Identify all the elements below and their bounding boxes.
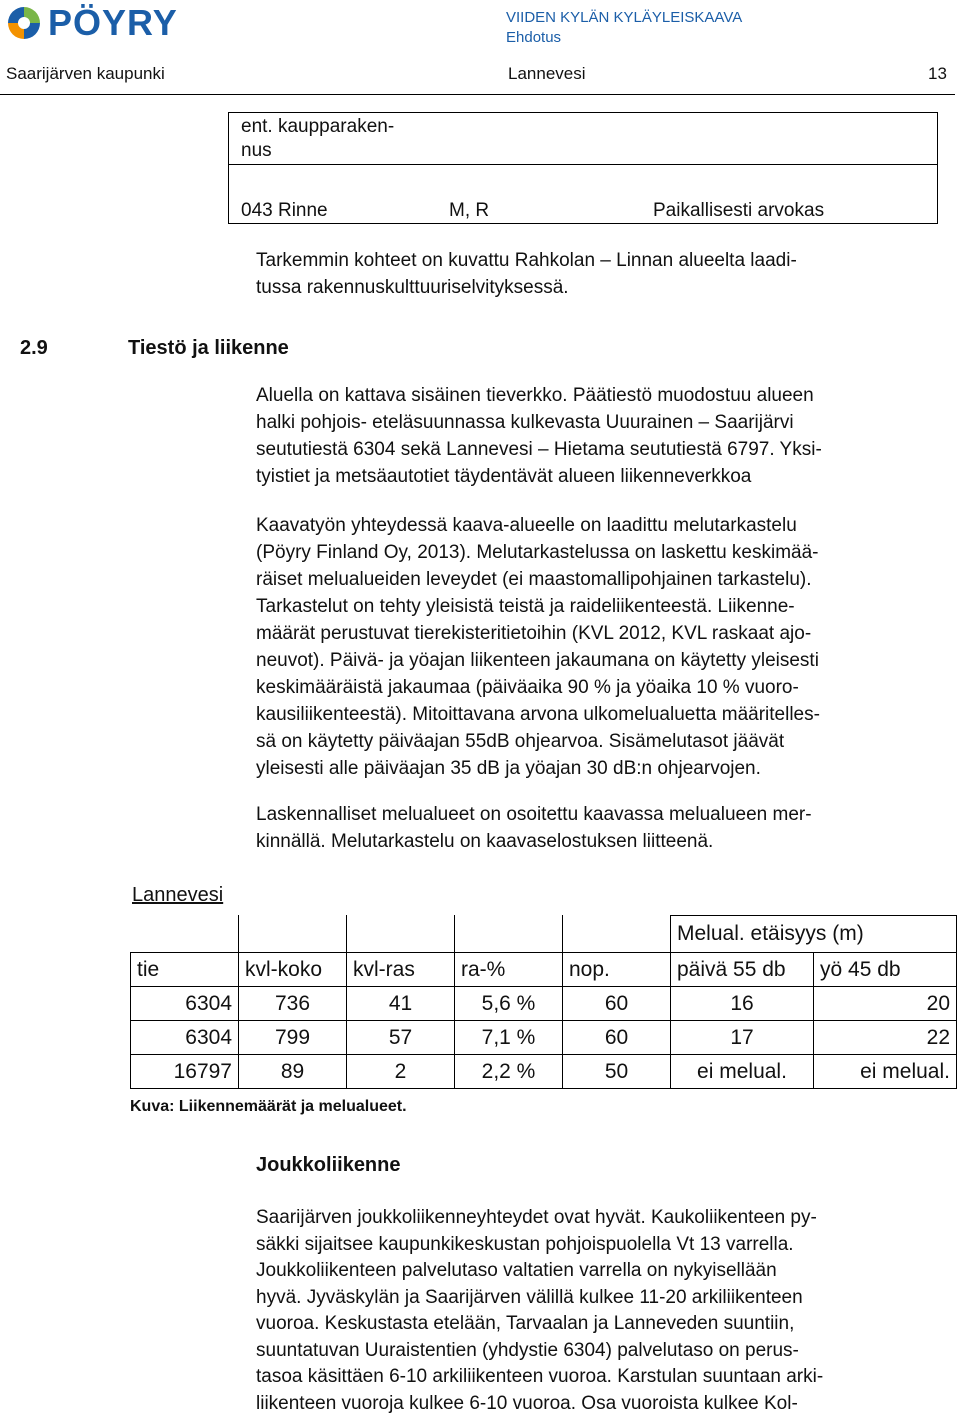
table-cell: 60 [563, 1021, 671, 1055]
document-header-info [506, 8, 742, 48]
client-name: Saarijärven kaupunki [6, 64, 165, 83]
figure-caption: Kuva: Liikennemäärät ja melualueet. [130, 1098, 407, 1115]
table-header-cell: kvl-koko [239, 953, 347, 987]
table-header-cell: tie [131, 953, 239, 987]
text-line: Saarijärven joukkoliikenneyhteydet ovat hyvät. Kaukoliikenteen py- [256, 1207, 817, 1228]
text-line: suuntatuvan Uuraistentien (yhdystie 6304) palvelutaso on perus- [256, 1339, 799, 1361]
text-line: Kaavatyön yhteydessä kaava-alueelle on laadittu melutarkastelu [256, 515, 797, 536]
table-cell [455, 916, 563, 953]
table-cell: 17 [671, 1021, 814, 1055]
table-row [131, 1055, 957, 1089]
logo-wordmark: PÖYRY [48, 2, 178, 43]
table-cell [347, 916, 455, 953]
table-header-cell: kvl-ras [347, 953, 455, 987]
text-line: yleisesti alle päiväajan 35 dB ja yöajan 30 dB:n ohjearvojen. [256, 758, 761, 779]
noise-table-title: Lannevesi [132, 884, 224, 906]
intro-paragraph [256, 247, 944, 301]
text-line: Tarkastelut on tehty yleisistä teistä ja raideliikenteestä. Liikenne- [256, 596, 795, 617]
poyry-logo-icon [6, 5, 42, 41]
table-cell: 60 [563, 987, 671, 1021]
table-cell: 799 [239, 1021, 347, 1055]
text-line: seututiestä 6304 sekä Lannevesi – Hietama seututiestä 6797. Yksi- [256, 439, 822, 460]
table-cell: 16797 [131, 1055, 239, 1089]
table-cell-value: Paikallisesti arvokas [653, 200, 825, 221]
table-cell: 20 [814, 987, 957, 1021]
table-cell-code: M, R [449, 200, 490, 221]
paragraph-road-network [256, 382, 944, 490]
table-row-divider [229, 164, 937, 165]
table-cell: 7,1 % [455, 1021, 563, 1055]
area-name: Lannevesi [508, 64, 586, 83]
document-status: Ehdotus [506, 29, 562, 46]
text-line: Joukkoliikenteen palvelutaso valtatien varrella on nykyisellään [256, 1260, 777, 1281]
table-header-cell: nop. [563, 953, 671, 987]
section-number: 2.9 [20, 337, 48, 359]
table-cell: 57 [347, 1021, 455, 1055]
paragraph-public-transport [256, 1205, 944, 1417]
table-cell [563, 916, 671, 953]
table-cell: 2,2 % [455, 1055, 563, 1089]
table-cell: 41 [347, 987, 455, 1021]
text-line: Laskennalliset melualueet on osoitettu kaavassa melualueen mer- [256, 804, 812, 825]
table-row [131, 1021, 957, 1055]
text-line: Aluella on kattava sisäinen tieverkko. Päätiestö muodostuu alueen [256, 385, 814, 406]
text-line: keskimääräistä jakaumaa (päiväaika 90 % ja yöaika 10 % vuoro- [256, 677, 799, 698]
table-cell [131, 916, 239, 953]
section-title: Tiestö ja liikenne [128, 337, 289, 359]
table-header-cell: ra-% [455, 953, 563, 987]
table-cell: 5,6 % [455, 987, 563, 1021]
table-cell: 22 [814, 1021, 957, 1055]
page-number: 13 [928, 64, 947, 83]
table-cell-category: ent. kaupparaken- nus [241, 116, 395, 161]
table-group-header: Melual. etäisyys (m) [671, 916, 957, 953]
project-title: VIIDEN KYLÄN KYLÄYLEISKAAVA [506, 9, 743, 26]
table-row [131, 987, 957, 1021]
table-cell: 50 [563, 1055, 671, 1089]
text-line: tyistiet ja metsäautotiet täydentävät alueen liikenneverkkoa [256, 466, 752, 487]
noise-table [130, 915, 957, 1089]
text-line: tasoa käsittäen 6-10 arkiliikenteen vuoroa. Karstulan suuntaan arki- [256, 1366, 824, 1387]
text-line: sä on käytetty päiväajan 55dB ohjearvoa. Sisämelutasot jäävät [256, 731, 785, 752]
text-line: tussa rakennuskulttuuriselvityksessä. [256, 277, 569, 298]
text-line: hyvä. Jyväskylän ja Saarijärven välillä kulkee 11-20 arkiliikenteen [256, 1286, 803, 1308]
text-line: räiset melualueiden leveydet (ei maastomallipohjainen tarkastelu). [256, 569, 812, 590]
table-cell: 6304 [131, 1021, 239, 1055]
text-line: (Pöyry Finland Oy, 2013). Melutarkastelussa on laskettu keskimää- [256, 542, 819, 563]
text-line: halki pohjois- eteläsuunnassa kulkevasta Uuurainen – Saarijärvi [256, 412, 794, 433]
heritage-table-fragment [228, 112, 938, 224]
text-line: kausiliikenteestä). Mitoittavana arvona ulkomelualuetta määritelles- [256, 704, 820, 725]
text-line: säkki sijaitsee kaupunkikeskustan pohjoispuolella Vt 13 varrella. [256, 1233, 794, 1255]
paragraph-noise-areas [256, 801, 944, 855]
table-cell: ei melual. [814, 1055, 957, 1089]
table-cell: ei melual. [671, 1055, 814, 1089]
table-cell: 2 [347, 1055, 455, 1089]
table-cell-site-name: 043 Rinne [241, 200, 328, 221]
table-cell: 736 [239, 987, 347, 1021]
text-line: vuoroa. Keskustasta etelään, Tarvaalan ja Lanneveden suuntiin, [256, 1313, 795, 1334]
text-line: kinnällä. Melutarkastelu on kaavaselostuksen liitteenä. [256, 831, 714, 852]
table-cell: 16 [671, 987, 814, 1021]
header-divider [0, 94, 955, 95]
table-cell: 89 [239, 1055, 347, 1089]
text-line: määrät perustuvat tierekisteritietoihin (KVL 2012, KVL raskaat ajo- [256, 623, 812, 644]
subsection-heading: Joukkoliikenne [256, 1154, 401, 1176]
table-header-cell: päivä 55 db [671, 953, 814, 987]
paragraph-noise-study [256, 512, 944, 782]
text-line: Tarkemmin kohteet on kuvattu Rahkolan – Linnan alueelta laadi- [256, 250, 797, 271]
table-cell: 6304 [131, 987, 239, 1021]
table-header-cell: yö 45 db [814, 953, 957, 987]
poyry-logo [6, 4, 178, 42]
text-line: neuvot). Päivä- ja yöajan liikenteen jakaumana on käytetty yleisesti [256, 650, 819, 671]
text-line: liikenteen vuoroja kulkee 6-10 vuoroa. Osa vuoroista kulkee Kol- [256, 1392, 798, 1414]
table-cell [239, 916, 347, 953]
